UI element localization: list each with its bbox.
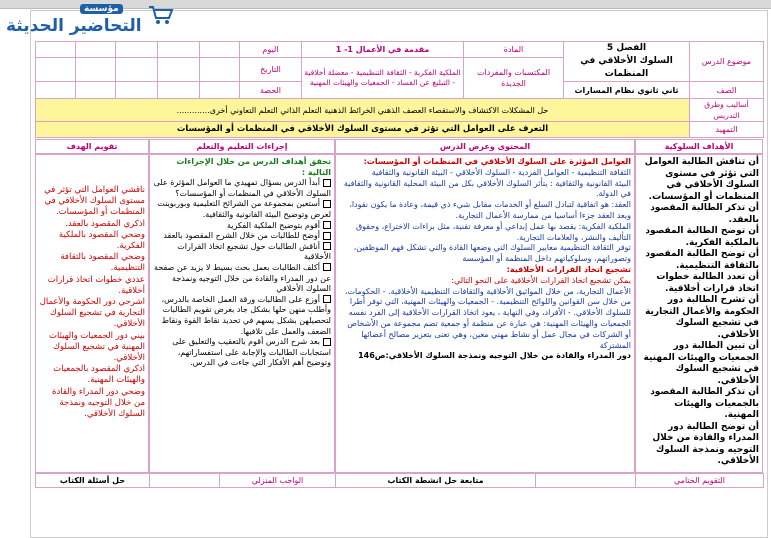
homework-label: الواجب المنزلي xyxy=(220,474,336,488)
procedure-item xyxy=(153,221,331,232)
content-item: الجمعيات والهيئات المهنية: هي عبارة عن منظمة أو جمعية تضم مجموعة من الأشخاص أو الشركات في مجال عمل أو نشاط مهني معين، وهي تعنى بتعزيز مصالح أعضائها المشتركة xyxy=(347,318,631,350)
objective-item: أن تذكر الطالبة المقصود بالعقد. xyxy=(650,203,759,225)
procedure-item xyxy=(153,178,331,199)
concepts-value: الملكية الفكرية - الثقافة التنظيمية - معضلة أخلاقية - التبليغ عن الفساد - الجمعيات والهيئات المهنية xyxy=(302,58,464,99)
content-item: توفر الثقافة التنظيمية معايير السلوك التي وضعها القادة والتي تشكل فهم الموظفين، وتصوراتهم، وسلوكياتهم داخل المنظمة أو المؤسسة xyxy=(353,243,631,264)
objective-item: أن تناقش الطالبة العوامل التي تؤثر في مستوى السلوك الأخلاقي في المنظمات أو المؤسسات. xyxy=(644,157,759,202)
period-label: الحصة xyxy=(240,82,302,99)
book-questions: حل أسئلة الكتاب xyxy=(36,474,150,488)
objectives-header: الأهداف السلوكية xyxy=(635,139,763,154)
evaluation-column xyxy=(35,154,149,473)
logo-main-text: التحاضير الحديثة xyxy=(6,16,142,36)
content-column xyxy=(335,154,635,473)
checkbox-icon xyxy=(323,232,331,240)
checkbox-icon xyxy=(323,179,331,187)
objective-item: أن تعدد الطالبة خطوات اتخاذ قرارات أخلاقية. xyxy=(656,272,759,294)
procedure-item xyxy=(153,295,331,337)
methods-label: أساليب وطرق التدريس xyxy=(690,99,764,122)
procedure-item xyxy=(153,263,331,295)
intro-label: مقدمة في الأعمال 1- 1 xyxy=(302,42,464,58)
shopping-cart-icon xyxy=(148,4,174,26)
content-item: العقد: هو اتفاقية لتبادل السلع أو الخدمات مقابل شيء ذي قيمة، وعادة ما يكون نقودا، ويعد العقد جزءا أساسيا من ممارسة الأعمال التجارية. xyxy=(349,200,631,220)
content-item: يمكن تشجيع اتخاذ القرارات الأخلاقية على النحو التالي: xyxy=(451,275,631,285)
procedure-text: أوضح للطالبات من خلال الشرح المقصود بالعقد xyxy=(163,231,320,241)
evaluation-item: وضحي المقصود بالثقافة التنظيمية. xyxy=(60,252,145,274)
grade-label: الصف xyxy=(690,82,764,99)
content-item: البيئة القانونية والثقافية : يتأثر السلوك الأخلاقي بكل من البيئة المحلية القانونية والثقافية في الدولة. xyxy=(343,178,631,199)
evaluation-item: اشرحي دور الحكومة والأعمال التجارية في تشجيع السلوك الأخلاقي. xyxy=(39,297,145,330)
logo-top-text: مؤسسة xyxy=(80,4,123,14)
document-sheet xyxy=(30,10,768,538)
date-label: التاريخ xyxy=(240,58,302,82)
evaluation-item: وضحي دور المدراء والقادة من خلال التوجيه ونمذجة السلوك الأخلاقي. xyxy=(52,386,145,420)
procedures-column xyxy=(149,154,335,473)
procedures-intro: تحقق أهداف الدرس من خلال الإجراءات التالية : xyxy=(176,157,331,177)
content-header: المحتوى وعرض الدرس xyxy=(335,139,635,154)
subject-label: المادة xyxy=(464,42,564,58)
checkbox-icon xyxy=(323,338,331,346)
objective-item: أن توضح الطالبة المقصود بالثقافة التنظيمية. xyxy=(645,249,759,271)
procedure-item xyxy=(153,199,331,220)
objective-item: أن تذكر الطالبة المقصود بالجمعيات والهيئات المهنية. xyxy=(650,387,759,420)
lesson-topic-label: موضوع الدرس xyxy=(690,42,764,82)
header-table xyxy=(35,41,764,138)
objectives-column xyxy=(635,154,763,473)
procedure-text: بعد شرح الدرس أقوم بالتعقيب والتعليق على استجابات الطالبات والإجابة على استفساراتهم، وتوضيح أهم الأفكار التي جاءت في الدرس. xyxy=(172,337,331,368)
procedure-text: أناقش الطالبات حول تشجيع اتخاذ القرارات الأخلاقية xyxy=(177,241,331,262)
checkbox-icon xyxy=(323,263,331,271)
evaluation-header: تقويم الهدف xyxy=(35,139,149,154)
logo xyxy=(2,2,174,42)
intro-row-label: التمهيد xyxy=(690,122,764,138)
procedures-header: إجراءات التعليم والتعلم xyxy=(149,139,335,154)
content-item: الثقافة التنظيمية - العوامل الفردية - السلوك الأخلاقي - البيئة القانونية والثقافية xyxy=(371,167,631,177)
intro-row-value: التعرف على العوامل التي تؤثر في مستوى السلوك الأخلاقي في المنظمات أو المؤسسات xyxy=(36,122,690,138)
procedure-text: أقوم بتوضيح الملكية الفكرية xyxy=(226,220,320,230)
checkbox-icon xyxy=(323,221,331,229)
chapter-title: السلوك الأخلاقي في المنظمات xyxy=(580,56,673,79)
content-item: الأعمال التجارية، من خلال المواثيق الأخلاقية والثقافات التنظيمية الأخلاقية. - الحكومات، من خلال سن القوانين واللوائح التنظيمية. - الجمعيات والهيئات المهنية، التي توفر أطرا للسلوك الأخلاقي. - الأفراد، وفي النهاية ، يعود اتخاذ القرارات الأخلاقية إلى الفرد نفسه xyxy=(344,286,631,318)
procedure-text: أستعين بمجموعة من الشرائح التعليمية وبوربوينت لعرض وتوضيح البيئة القانونية والثقافية. xyxy=(157,199,331,219)
procedure-text: أكلف الطالبات بعمل بحث بسيط لا يزيد عن صفحة عن دور المدراء والقادة من خلال التوجيه ونمذجة السلوك الأخلاقي xyxy=(154,262,331,294)
procedure-item xyxy=(153,231,331,242)
grade-value: ثاني ثانوي نظام المسارات xyxy=(564,82,690,99)
content-item: تشجيع اتخاذ القرارات الأخلاقية: xyxy=(506,264,631,274)
activities-value: متابعة حل انشطة الكتاب xyxy=(336,474,536,488)
content-item: دور المدراء والقادة من خلال التوجيه ونمذجة السلوك الأخلاقي:ص146 xyxy=(358,351,631,361)
evaluation-item: اذكري المقصود بالعقد. xyxy=(65,218,145,229)
evaluation-item: ناقشي العوامل التي تؤثر في مستوى السلوك الأخلاقي في المنظمات أو المؤسسات. xyxy=(44,185,145,218)
footer-table xyxy=(35,473,764,488)
content-item: الملكية الفكرية: يقصد بها عمل إبداعي أو معرفة تقنية، مثل براءات الاختراع، وحقوق التأليف والنشر، والعلامات التجارية. xyxy=(355,221,631,242)
chapter-cell xyxy=(564,42,690,82)
checkbox-icon xyxy=(323,242,331,250)
procedure-item xyxy=(153,242,331,263)
evaluation-item: بيني دور الجمعيات والهيئات المهنية في تشجيع السلوك الأخلاقي. xyxy=(49,330,145,364)
evaluation-item: عددي خطوات اتخاذ قرارات أخلاقية. xyxy=(47,274,145,296)
checkbox-icon xyxy=(323,295,331,303)
evaluation-item: وضحي المقصود بالملكية الفكرية. xyxy=(58,229,145,252)
procedure-item xyxy=(153,337,331,369)
evaluation-item: اذكري المقصود بالجمعيات والهيئات المهنية. xyxy=(53,364,145,386)
methods-value: حل المشكلات الاكتشاف والاستقصاء العصف الذهني الخرائط الذهنية التعلم الذاتي التعلم التعاوني أخرى............. xyxy=(36,99,690,122)
concepts-label: المكتسبات والمفردات الجديدة xyxy=(464,58,564,99)
procedure-text: أبدأ الدرس بسؤال تمهيدي ما العوامل المؤثرة على السلوك الأخلاقي في المنظمات أو المؤسسات؟ xyxy=(153,178,331,198)
content-item: العوامل المؤثرة على السلوك الأخلاقي في المنظمات أو المؤسسات: xyxy=(363,157,631,166)
chapter-number: الفصل 5 xyxy=(606,43,647,53)
day-label: اليوم xyxy=(240,42,302,58)
procedure-text: أوزع على الطالبات ورقة العمل الخاصة بالدرس، وأطلب منهن حلها بشكل جاد بغرض تقويم الطالبات لتحصيلهن بشكل يسهم في تحديد نقاط القوة ونقاط الضعف والعمل على تلافيها. xyxy=(161,294,331,336)
checkbox-icon xyxy=(323,200,331,208)
objective-item: أن توضح الطالبة دور المدراء والقادة من خلال التوجيه ونمذجة السلوك الأخلاقي. xyxy=(652,421,759,466)
objective-item: أن تشرح الطالبة دور الحكومة والأعمال التجارية في تشجيع السلوك الأخلاقي. xyxy=(645,295,759,340)
final-eval-label: التقويم الختامي xyxy=(636,474,764,488)
objective-item: أن توضح الطالبة المقصود بالملكية الفكرية. xyxy=(645,226,759,248)
objective-item: أن تبين الطالبة دور الجمعيات والهيئات المهنية في تشجيع السلوك الأخلاقي. xyxy=(643,341,759,386)
